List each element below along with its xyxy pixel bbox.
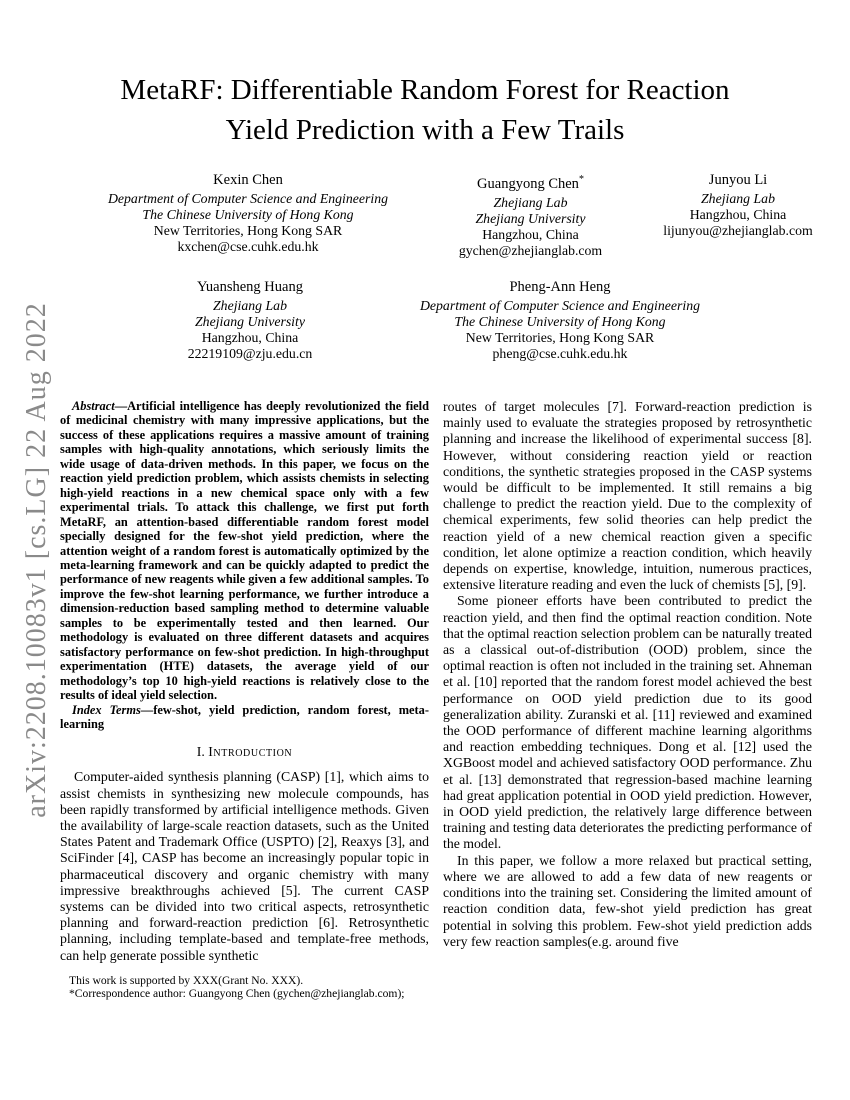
author-block-kexin-chen [78, 171, 418, 259]
author-name-text: Guangyong Chen [477, 175, 579, 192]
author-block-pheng-ann-heng [400, 278, 720, 362]
author-block-junyou-li [643, 171, 833, 259]
author-location: Hangzhou, China [201, 329, 299, 345]
left-column [60, 399, 429, 1000]
author-affiliation: Zhejiang University [475, 210, 586, 226]
author-affiliation: Department of Computer Science and Engineering [419, 297, 701, 313]
body-columns [60, 399, 812, 1000]
abstract [60, 399, 429, 703]
authors-row-1 [78, 171, 850, 259]
author-name: Yuansheng Huang [197, 278, 303, 295]
author-email: gychen@zhejianglab.com [458, 242, 603, 258]
index-terms [60, 703, 429, 732]
author-name: Kexin Chen [213, 172, 283, 188]
intro-paragraph-1-continued: routes of target molecules [7]. Forward-reaction prediction is mainly used to evaluate the strategies proposed by retrosynthetic planning and increase the likelihood of experimental success [8]. However, without considering reaction yield or reaction conditions, the synthetic strategies proposed in the CASP systems would be difficult to be implemented. It still remains a big challenge to predict the reaction yield. Due to the complexity of chemical experiments, few solid theories can help predict the reaction yield of a new chemical reaction given a specific condition, let alone optimize a reaction condition, which heavily depends on expertise, knowledge, intuition, numerous practices, extensive literature reading and even the luck of chemists [5], [9]. [443, 399, 812, 593]
author-location: Hangzhou, China [689, 207, 787, 222]
correspondence-marker: * [578, 174, 584, 185]
section-number: I. [196, 744, 205, 760]
author-location: New Territories, Hong Kong SAR [153, 223, 343, 238]
author-affiliation: Zhejiang Lab [493, 194, 568, 210]
author-email: 22219109@zju.edu.cn [187, 345, 313, 361]
author-affiliation: The Chinese University of Hong Kong [454, 313, 666, 329]
abstract-label: Abstract [72, 399, 115, 413]
section-title: Introduction [208, 744, 293, 760]
section-heading-introduction [60, 744, 429, 760]
intro-paragraph-1: Computer-aided synthesis planning (CASP) [1], which aims to assist chemists in synthesizing new molecule compounds, has been rapidly transformed by artificial intelligence methods. Given the availability of large-scale reaction datasets, such as the United States Patent and Trademark Office (USPTO) [2], Reaxys [3], and SciFinder [4], CASP has become an increasingly popular topic in pharmaceutical discovery and organic chemistry with many impressive breakthroughs achieved [5]. The current CASP systems can be divided into two critical aspects, retrosynthetic planning and forward-reaction prediction [6]. Retrosynthetic planning, including template-based and template-free methods, can help generate possible synthetic [60, 769, 429, 963]
author-affiliation: Zhejiang University [195, 313, 305, 329]
author-block-yuansheng-huang [100, 278, 400, 362]
author-block-guangyong-chen [418, 171, 643, 259]
paper-title: MetaRF: Differentiable Random Forest for Reaction Yield Prediction with a Few Trails [120, 74, 730, 146]
author-email: pheng@cse.cuhk.edu.hk [492, 345, 628, 361]
author-affiliation: Department of Computer Science and Engineering [107, 191, 389, 206]
intro-paragraph-2: Some pioneer efforts have been contributed to predict the reaction yield, and then find the optimal reaction condition. Note that the optimal reaction selection problem can be naturally treated as a classical out-of-distribution (OOD) problem, since the optimal reaction is often not included in the training set. Ahneman et al. [10] reported that the random forest model achieved the best performance on OOD yield prediction due to its good generalization ability. Zuranski et al. [11] reviewed and examined the OOD performance of different machine learning algorithms and reaction embedding techniques. Dong et al. [12] used the XGBoost model and achieved satisfactory OOD performance. Zhu et al. [13] demonstrated that regression-based machine learning had great application potential in OOD yield prediction. However, in OOD yield prediction, the relatively large difference between training and testing data deteriorates the predicting performance of the model. [443, 593, 812, 852]
author-name [418, 171, 643, 193]
author-affiliation: The Chinese University of Hong Kong [142, 207, 354, 222]
footnote-funding: This work is supported by XXX(Grant No. XXX). [69, 973, 304, 987]
author-affiliation: Zhejiang Lab [701, 191, 775, 206]
author-name: Pheng-Ann Heng [509, 278, 611, 295]
index-terms-text: —few-shot, yield prediction, random forest, meta-learning [60, 702, 429, 731]
author-location: New Territories, Hong Kong SAR [465, 329, 655, 345]
right-column [443, 399, 812, 1000]
intro-paragraph-3: In this paper, we follow a more relaxed but practical setting, where we are allowed to add a few data of new reagents or conditions into the training set. Considering the limited amount of reaction condition data, few-shot yield prediction has great potential in solving this problem. Few-shot yield prediction adds very few reaction samples(e.g. around five [443, 852, 812, 949]
footnote-block [60, 974, 429, 1000]
abstract-text: —Artificial intelligence has deeply revolutionized the field of medicinal chemistry with many impressive applications, but the success of these applications requires a massive amount of training samples with high-quality annotations, which seriously limits the wide usage of data-driven methods. In this paper, we focus on the reaction yield prediction problem, which assists chemists in selecting high-yield reactions in a new chemical space only with a few experimental trials. To attack this challenge, we first put forth MetaRF, an attention-based differentiable random forest model specially designed for the few-shot yield prediction, where the attention weight of a random forest is automatically optimized by the meta-learning framework and can be quickly adapted to predict the performance of new reagents while given a few additional samples. To improve the few-shot learning performance, we further introduce a dimension-reduction based sampling method to determine valuable samples to be experimentally tested and then learned. Our methodology is evaluated on three different datasets and acquires satisfactory performance on few-shot prediction. In high-throughput experimentation (HTE) datasets, the average yield of our methodology’s top 10 high-yield reactions is relatively close to the results of ideal yield selection. [60, 399, 429, 703]
footnote-correspondence: *Correspondence author: Guangyong Chen (gychen@zhejianglab.com); [69, 986, 405, 1000]
author-location: Hangzhou, China [482, 226, 579, 242]
arxiv-stamp: arXiv:2208.10083v1 [cs.LG] 22 Aug 2022 [21, 302, 52, 818]
author-affiliation: Zhejiang Lab [213, 297, 287, 313]
author-name: Junyou Li [708, 172, 768, 188]
index-terms-label: Index Terms [72, 702, 141, 717]
author-email: kxchen@cse.cuhk.edu.hk [177, 239, 319, 254]
author-email: lijunyou@zhejianglab.com [663, 223, 813, 238]
authors-row-2 [100, 278, 850, 362]
